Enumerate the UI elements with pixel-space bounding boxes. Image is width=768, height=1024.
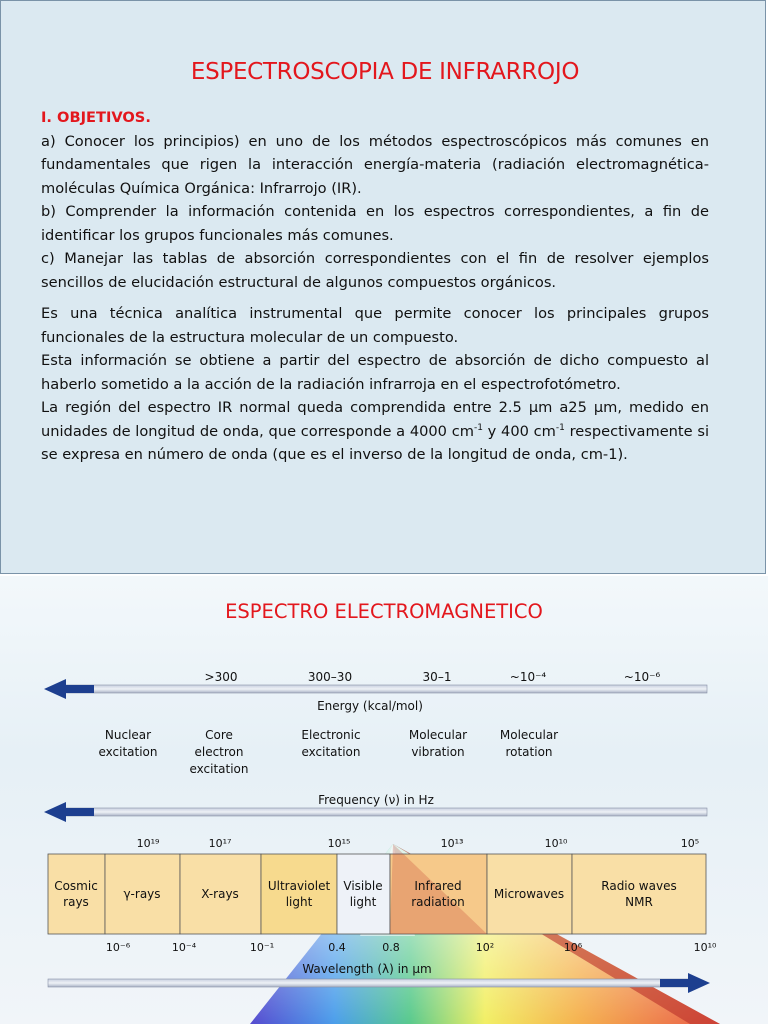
slide-body <box>41 106 709 467</box>
region-label: Microwaves <box>493 887 565 901</box>
objective-a: a) Conocer los principios) en uno de los métodos espectroscópicos más comunes en fundamentales que rigen la interacción energía-materia (radiación electromagnética-moléculas Química Orgánica: Infrarrojo (IR). <box>41 132 709 197</box>
region-label: radiation <box>411 895 465 909</box>
region-label: X-rays <box>201 887 239 901</box>
slide-spectrum <box>0 576 768 1024</box>
frequency-tick: 10¹⁰ <box>544 837 568 850</box>
region-cosmic-rays <box>48 854 105 934</box>
frequency-tick: 10¹⁷ <box>208 837 232 850</box>
region-label: light <box>285 895 313 909</box>
energy-value: ~10⁻⁶ <box>623 670 661 684</box>
excitation-label: rotation <box>505 745 553 759</box>
excitation-label: electron <box>194 745 244 759</box>
frequency-tick: 10¹³ <box>440 837 464 850</box>
region-label: light <box>349 895 377 909</box>
slide-title: ESPECTRO ELECTROMAGNETICO <box>225 600 543 623</box>
region-label: NMR <box>625 895 653 909</box>
objectives-heading: I. OBJETIVOS. <box>41 109 151 126</box>
region-label: Radio waves <box>601 879 677 893</box>
region-label: Infrared <box>414 879 462 893</box>
excitation-label: Molecular <box>408 728 468 742</box>
excitation-label: excitation <box>189 762 249 776</box>
region-label: Ultraviolet <box>267 879 331 893</box>
excitation-label: Core <box>205 728 233 742</box>
frequency-tick: 10¹⁵ <box>327 837 351 850</box>
energy-value: >300 <box>204 670 238 684</box>
excitation-label: Electronic <box>301 728 361 742</box>
region-radio-waves <box>572 854 706 934</box>
excitation-label: Molecular <box>499 728 559 742</box>
objective-b: b) Comprender la información contenida en los espectros correspondientes, a fin de identificar los grupos funcionales más comunes. <box>41 203 709 244</box>
region-ultraviolet <box>261 854 337 934</box>
energy-axis-label: Energy (kcal/mol) <box>317 699 423 713</box>
excitation-label: vibration <box>411 745 465 759</box>
paragraph-information: Esta información se obtiene a partir del espectro de absorción de dicho compuesto al haberlo sometido a la acción de la radiación infrarroja en el espectrofotómetro. <box>41 352 709 393</box>
wavelength-tick: 10¹⁰ <box>693 941 717 954</box>
region-label: Cosmic <box>54 879 98 893</box>
wavelength-axis-label: Wavelength (λ) in µm <box>302 962 432 976</box>
frequency-tick: 10¹⁹ <box>136 837 160 850</box>
region-label: γ-rays <box>123 887 161 901</box>
paragraph-ir-region: La región del espectro IR normal queda comprendida entre 2.5 µm a25 µm, medido en unidades de longitud de onda, que corresponde a 4000 $cm^{-1}$ y 400 $cm^{-1}$ respectivamente si se expresa en número de onda (que es el inverso de la longitud de onda, cm-1). <box>41 399 710 463</box>
energy-value: ~10⁻⁴ <box>509 670 547 684</box>
wavelength-tick: 10⁻⁶ <box>105 941 131 954</box>
wavelength-tick: 10⁶ <box>563 941 583 954</box>
frequency-axis-label: Frequency (ν) in Hz <box>318 793 434 807</box>
region-label: Visible <box>343 879 383 893</box>
excitation-label: excitation <box>301 745 361 759</box>
region-visible <box>337 854 390 934</box>
energy-value: 30–1 <box>422 670 452 684</box>
wavelength-tick: 0.8 <box>382 941 400 954</box>
excitation-label: Nuclear <box>104 728 152 742</box>
wavelength-tick: 0.4 <box>328 941 346 954</box>
wavelength-tick: 10⁻⁴ <box>171 941 197 954</box>
objective-c: c) Manejar las tablas de absorción correspondientes con el fin de resolver ejemplos sencillos de elucidación estructural de algunos compuestos orgánicos. <box>41 250 709 291</box>
energy-arrow <box>44 679 707 699</box>
excitation-label: excitation <box>98 745 158 759</box>
wavelength-tick: 10⁻¹ <box>249 941 275 954</box>
slide-title: ESPECTROSCOPIA DE INFRARROJO <box>190 59 580 85</box>
frequency-tick: 10⁵ <box>680 837 700 850</box>
region-label: rays <box>63 895 89 909</box>
electromagnetic-spectrum-diagram <box>0 576 768 1024</box>
wavelength-tick: 10² <box>475 941 495 954</box>
energy-value: 300–30 <box>307 670 353 684</box>
paragraph-definition: Es una técnica analítica instrumental que permite conocer los principales grupos funcionales de la estructura molecular de un compuesto. <box>41 305 709 346</box>
